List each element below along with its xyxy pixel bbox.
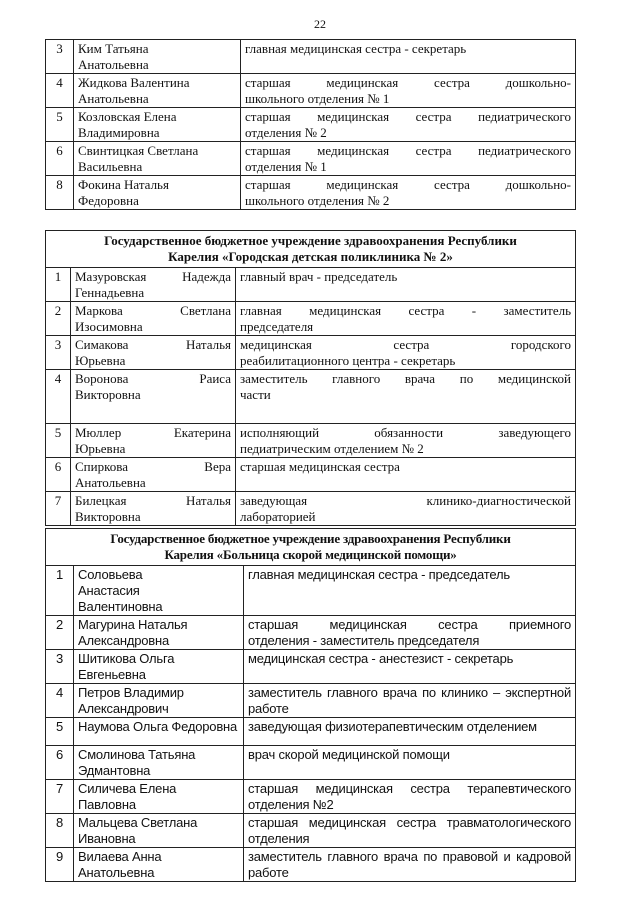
- table-row: [46, 302, 576, 336]
- person-role-line: старшая медицинская сестра дошкольно-: [245, 75, 571, 90]
- section-b-table: [45, 230, 576, 526]
- person-name-line: Павловна: [78, 797, 136, 812]
- row-number: 3: [46, 650, 74, 684]
- section-c-header: [46, 529, 576, 566]
- person-role: [236, 302, 576, 336]
- person-role: [236, 268, 576, 302]
- person-role: [244, 814, 576, 848]
- person-name-line: Изосимовна: [75, 319, 143, 334]
- section-c-header-line: Карелия «Больница скорой медицинской помощи»: [164, 547, 457, 562]
- person-role: [236, 458, 576, 492]
- person-name-line: Валентиновна: [78, 599, 163, 614]
- row-number: 9: [46, 848, 74, 882]
- person-name-line: Соловьева: [78, 567, 143, 582]
- person-name-line: Эдмантовна: [78, 763, 151, 778]
- table-row: [46, 458, 576, 492]
- section-b-header: [46, 231, 576, 268]
- row-number: 5: [46, 424, 71, 458]
- person-role-line: главная медицинская сестра - секретарь: [245, 41, 467, 56]
- person-name-line: Федоровна: [78, 193, 139, 208]
- person-name: [71, 458, 236, 492]
- person-role: [244, 650, 576, 684]
- section-b-header-row: [46, 231, 576, 268]
- person-name: [74, 40, 241, 74]
- person-name-line: Юрьевна: [75, 441, 126, 456]
- person-role-line: старшая медицинская сестра педиатрического: [245, 109, 571, 124]
- table-row: [46, 108, 576, 142]
- person-name-line: Юрьевна: [75, 353, 126, 368]
- table-row: [46, 142, 576, 176]
- person-name-line: Ивановна: [78, 831, 136, 846]
- person-name-line: Геннадьевна: [75, 285, 145, 300]
- person-role-line: лабораторией: [240, 509, 316, 524]
- person-role-line: старшая медицинская сестра педиатрического: [245, 143, 571, 158]
- person-name-line: Силичева Елена: [78, 781, 177, 796]
- person-role-line: школьного отделения № 2: [245, 193, 390, 208]
- person-name-line: Владимировна: [78, 125, 160, 140]
- person-role-line: заведующая физиотерапевтическим отделением: [248, 719, 537, 734]
- person-name-line: Анатольевна: [78, 91, 149, 106]
- person-name-line: Маркова Светлана: [75, 303, 231, 318]
- table-row: [46, 176, 576, 210]
- person-role: [236, 424, 576, 458]
- person-name: [74, 780, 244, 814]
- person-name: [71, 268, 236, 302]
- person-role: [241, 74, 576, 108]
- section-b-header-line: Государственное бюджетное учреждение здравоохранения Республики: [104, 233, 517, 248]
- person-name-line: Викторовна: [75, 509, 141, 524]
- person-name-line: Воронова Раиса: [75, 371, 231, 386]
- person-name-line: Александрович: [78, 701, 169, 716]
- person-role-line: заведующая клинико-диагностической: [240, 493, 572, 508]
- person-name: [74, 718, 244, 746]
- person-role: [244, 848, 576, 882]
- person-name: [74, 848, 244, 882]
- person-name-line: Вилаева Анна: [78, 849, 162, 864]
- person-name: [71, 492, 236, 526]
- person-name-line: Спиркова Вера: [75, 459, 231, 474]
- person-role-line: работе: [248, 701, 289, 716]
- person-role-line: части: [240, 387, 271, 402]
- table-row: [46, 746, 576, 780]
- person-role-line: врач скорой медицинской помощи: [248, 747, 450, 762]
- person-name: [71, 370, 236, 424]
- person-name: [71, 302, 236, 336]
- row-number: 2: [46, 302, 71, 336]
- row-number: 8: [46, 176, 74, 210]
- person-role-line: старшая медицинская сестра: [240, 459, 400, 474]
- person-name: [74, 616, 244, 650]
- row-number: 5: [46, 108, 74, 142]
- person-role-line: старшая медицинская сестра терапевтического: [248, 781, 572, 796]
- person-name-line: Магурина Наталья: [78, 617, 188, 632]
- person-name-line: Александровна: [78, 633, 169, 648]
- person-name-line: Мазуровская Надежда: [75, 269, 231, 284]
- table-row: [46, 492, 576, 526]
- row-number: 1: [46, 566, 74, 616]
- table-row: [46, 40, 576, 74]
- person-role: [244, 566, 576, 616]
- person-name-line: Ким Татьяна: [78, 41, 149, 56]
- person-role-line: педиатрическим отделением № 2: [240, 441, 424, 456]
- person-role-line: старшая медицинская сестра дошкольно-: [245, 177, 571, 192]
- row-number: 7: [46, 492, 71, 526]
- person-role: [244, 616, 576, 650]
- row-number: 6: [46, 458, 71, 492]
- section-c-header-line: Государственное бюджетное учреждение здравоохранения Республики: [110, 531, 511, 546]
- person-role-line: отделения №2: [248, 797, 334, 812]
- person-name: [74, 566, 244, 616]
- person-name-line: Евгеньевна: [78, 667, 146, 682]
- table-row: [46, 74, 576, 108]
- section-a-table: [45, 39, 576, 210]
- person-name-line: Петров Владимир: [78, 685, 184, 700]
- person-name: [74, 650, 244, 684]
- person-name: [74, 142, 241, 176]
- person-role-line: медицинская сестра - анестезист - секретарь: [248, 651, 514, 666]
- row-number: 3: [46, 40, 74, 74]
- page-number: 22: [314, 17, 326, 31]
- table-row: [46, 718, 576, 746]
- table-row: [46, 268, 576, 302]
- person-role: [244, 718, 576, 746]
- person-name-line: Мальцева Светлана: [78, 815, 198, 830]
- person-name: [71, 336, 236, 370]
- person-role-line: работе: [248, 865, 289, 880]
- row-number: 4: [46, 74, 74, 108]
- section-c-table: [45, 528, 576, 882]
- person-name-line: Свинтицкая Светлана: [78, 143, 199, 158]
- row-number: 8: [46, 814, 74, 848]
- table-row: [46, 814, 576, 848]
- row-number: 6: [46, 142, 74, 176]
- person-role: [236, 370, 576, 424]
- row-number: 6: [46, 746, 74, 780]
- table-row: [46, 336, 576, 370]
- person-role-line: старшая медицинская сестра приемного: [248, 617, 572, 632]
- table-row: [46, 424, 576, 458]
- person-name-line: Жидкова Валентина: [78, 75, 190, 90]
- row-number: 1: [46, 268, 71, 302]
- person-role-line: главный врач - председатель: [240, 269, 398, 284]
- person-name-line: Анатольевна: [75, 475, 146, 490]
- person-role: [241, 108, 576, 142]
- person-role-line: медицинская сестра городского: [240, 337, 572, 352]
- section-b-header-line: Карелия «Городская детская поликлиника № 2»: [168, 249, 453, 264]
- person-role-line: главная медицинская сестра - заместитель: [240, 303, 572, 318]
- person-role: [236, 492, 576, 526]
- person-role-line: председателя: [240, 319, 314, 334]
- person-role-line: исполняющий обязанности заведующего: [240, 425, 572, 440]
- person-role-line: отделения: [248, 831, 310, 846]
- person-name-line: Фокина Наталья: [78, 177, 169, 192]
- table-row: [46, 370, 576, 424]
- person-role-line: школьного отделения № 1: [245, 91, 390, 106]
- person-role-line: заместитель главного врача по клинико – экспертной: [248, 685, 572, 700]
- section-c-header-row: [46, 529, 576, 566]
- person-role-line: реабилитационного центра - секретарь: [240, 353, 456, 368]
- table-row: [46, 650, 576, 684]
- person-name: [74, 746, 244, 780]
- person-role-line: отделения № 1: [245, 159, 327, 174]
- row-number: 4: [46, 370, 71, 424]
- person-role-line: отделения № 2: [245, 125, 327, 140]
- row-number: 5: [46, 718, 74, 746]
- person-role: [244, 780, 576, 814]
- person-name: [74, 74, 241, 108]
- person-name-line: Смолинова Татьяна: [78, 747, 196, 762]
- person-name-line: Анастасия: [78, 583, 140, 598]
- person-role: [241, 142, 576, 176]
- person-name-line: Анатольевна: [78, 57, 149, 72]
- person-name: [74, 108, 241, 142]
- person-role-line: заместитель главного врача по медицинской: [240, 371, 572, 386]
- table-row: [46, 684, 576, 718]
- person-name-line: Викторовна: [75, 387, 141, 402]
- person-role: [241, 176, 576, 210]
- person-name-line: Козловская Елена: [78, 109, 177, 124]
- person-role: [244, 684, 576, 718]
- row-number: 4: [46, 684, 74, 718]
- person-role-line: заместитель главного врача по правовой и кадровой: [248, 849, 572, 864]
- table-row: [46, 566, 576, 616]
- person-name-line: Анатольевна: [78, 865, 155, 880]
- person-role-line: старшая медицинская сестра травматологического: [248, 815, 572, 830]
- table-row: [46, 616, 576, 650]
- person-role: [244, 746, 576, 780]
- table-row: [46, 780, 576, 814]
- row-number: 2: [46, 616, 74, 650]
- person-role-line: отделения - заместитель председателя: [248, 633, 480, 648]
- person-name-line: Васильевна: [78, 159, 143, 174]
- person-name: [74, 684, 244, 718]
- person-role: [241, 40, 576, 74]
- person-name: [74, 814, 244, 848]
- person-name: [71, 424, 236, 458]
- person-name: [74, 176, 241, 210]
- person-name-line: Наумова Ольга Федоровна: [78, 719, 238, 734]
- person-name-line: Симакова Наталья: [75, 337, 231, 352]
- person-name-line: Мюллер Екатерина: [75, 425, 231, 440]
- person-role: [236, 336, 576, 370]
- person-name-line: Шитикова Ольга: [78, 651, 175, 666]
- person-name-line: Билецкая Наталья: [75, 493, 231, 508]
- row-number: 3: [46, 336, 71, 370]
- person-role-line: главная медицинская сестра - председатель: [248, 567, 510, 582]
- row-number: 7: [46, 780, 74, 814]
- table-row: [46, 848, 576, 882]
